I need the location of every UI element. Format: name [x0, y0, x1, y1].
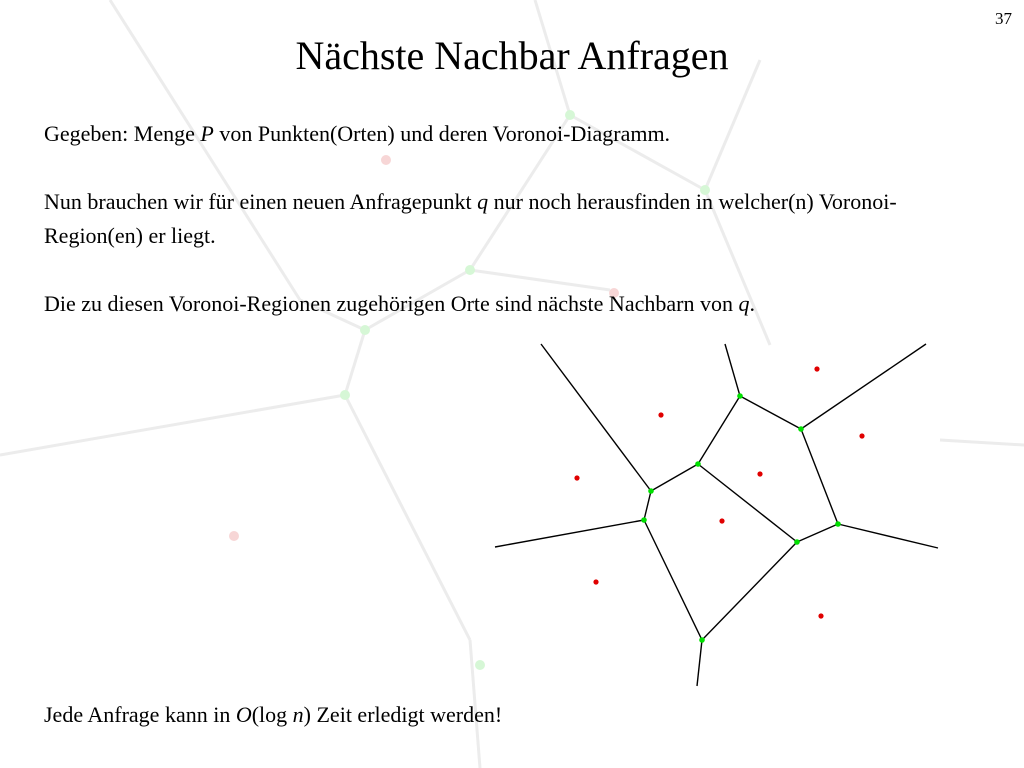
- voronoi-edge: [702, 542, 797, 640]
- voronoi-vertex: [648, 488, 654, 494]
- voronoi-vertex: [737, 393, 743, 399]
- site-point: [859, 433, 864, 438]
- site-point: [814, 366, 819, 371]
- voronoi-vertex: [835, 521, 841, 527]
- site-point: [658, 412, 663, 417]
- voronoi-edge: [698, 396, 740, 464]
- voronoi-edge: [541, 344, 651, 491]
- voronoi-edge: [838, 524, 938, 548]
- paragraph-query: Nun brauchen wir für einen neuen Anfragepunkt q nur noch herausfinden in welcher(n) Voronoi-Region(en) er liegt.: [44, 189, 897, 248]
- voronoi-edge: [698, 464, 797, 542]
- voronoi-vertex: [699, 637, 705, 643]
- voronoi-edge: [644, 520, 702, 640]
- paragraph-complexity: Jede Anfrage kann in O(log n) Zeit erledigt werden!: [44, 702, 503, 727]
- voronoi-edge: [651, 464, 698, 491]
- voronoi-edge: [801, 344, 926, 429]
- voronoi-vertex: [794, 539, 800, 545]
- slide-title: Nächste Nachbar Anfragen: [295, 33, 729, 78]
- voronoi-vertex: [695, 461, 701, 467]
- site-point: [757, 471, 762, 476]
- voronoi-vertex: [798, 426, 804, 432]
- paragraph-neighbors: Die zu diesen Voronoi-Regionen zugehörigen Orte sind nächste Nachbarn von q.: [44, 291, 755, 316]
- voronoi-edge: [797, 524, 838, 542]
- paragraph-given: Gegeben: Menge P von Punkten(Orten) und deren Voronoi-Diagramm.: [44, 121, 671, 146]
- voronoi-edge: [725, 344, 740, 396]
- site-point: [593, 579, 598, 584]
- site-point: [719, 518, 724, 523]
- voronoi-edge: [740, 396, 801, 429]
- voronoi-edge: [801, 429, 838, 524]
- site-point: [574, 475, 579, 480]
- voronoi-edge: [644, 491, 651, 520]
- site-point: [818, 613, 823, 618]
- voronoi-vertex: [641, 517, 647, 523]
- voronoi-edge: [495, 520, 644, 547]
- voronoi-edge: [697, 640, 702, 686]
- page-number: 37: [995, 9, 1012, 28]
